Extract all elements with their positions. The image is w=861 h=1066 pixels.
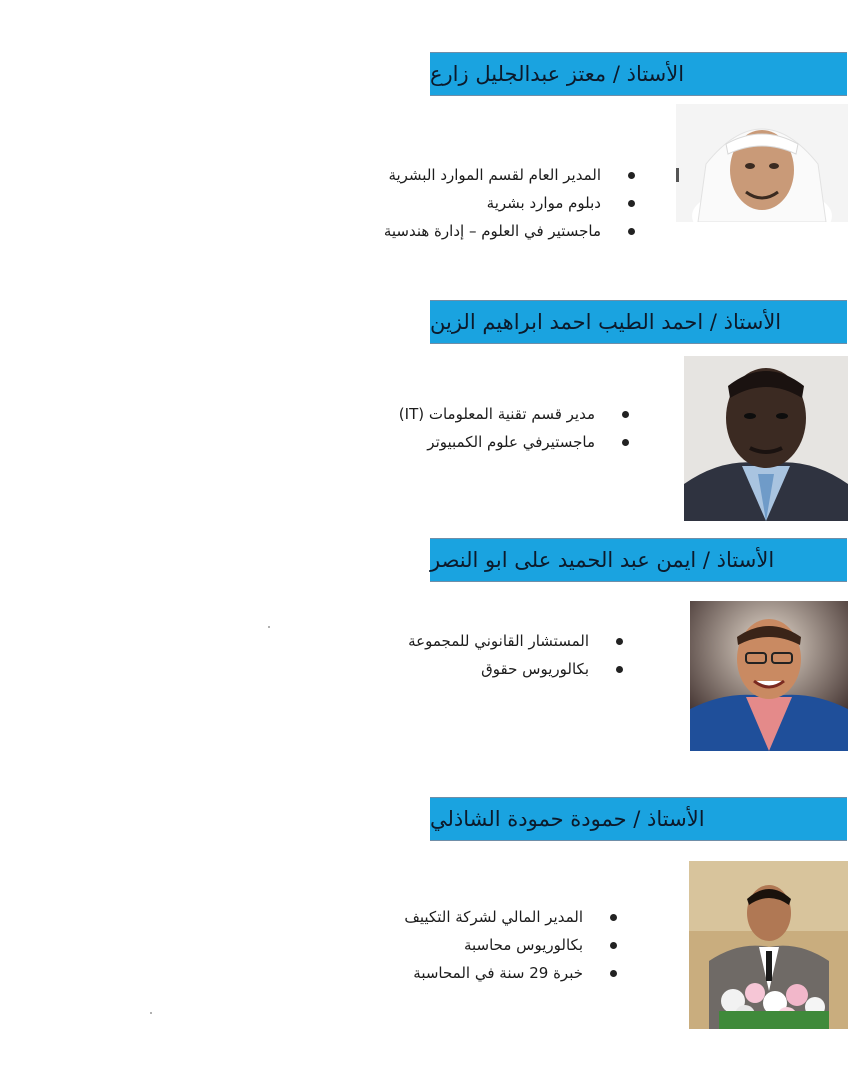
list-item: ماجستيرفي علوم الكمبيوتر: [399, 428, 629, 456]
list-item: خبرة 29 سنة في المحاسبة: [404, 959, 617, 987]
profile-4-points: [404, 903, 617, 987]
profile-1-photo: [676, 104, 848, 222]
bullet-icon: [628, 172, 635, 179]
profile-4-photo: [689, 861, 848, 1029]
profile-1-points: [384, 161, 635, 245]
bullet-icon: [628, 228, 635, 235]
list-item: بكالوريوس محاسبة: [404, 931, 617, 959]
profile-2-points: [399, 400, 629, 456]
list-item: دبلوم موارد بشرية: [384, 189, 635, 217]
profile-4-title: الأستاذ / حمودة حمودة الشاذلي: [430, 807, 705, 831]
profile-4-title-banner: [430, 797, 847, 841]
profile-2-photo: [684, 356, 848, 521]
list-item: مدير قسم تقنية المعلومات (IT): [399, 400, 629, 428]
bullet-icon: [610, 914, 617, 921]
list-item: المدير العام لقسم الموارد البشرية: [384, 161, 635, 189]
list-item: المستشار القانوني للمجموعة: [408, 627, 623, 655]
profile-3-title: الأستاذ / ايمن عبد الحميد على ابو النصر: [430, 548, 775, 572]
bullet-icon: [628, 200, 635, 207]
list-item: بكالوريوس حقوق: [408, 655, 623, 683]
bullet-icon: [622, 411, 629, 418]
scan-speck: [150, 1012, 152, 1014]
bullet-icon: [616, 666, 623, 673]
bullet-icon: [622, 439, 629, 446]
profile-3-title-banner: [430, 538, 847, 582]
list-item: المدير المالي لشركة التكييف: [404, 903, 617, 931]
scan-speck: [268, 626, 270, 628]
bullet-icon: [616, 638, 623, 645]
profile-3-photo: [690, 601, 848, 751]
profile-1-title-banner: [430, 52, 847, 96]
profile-1-title: الأستاذ / معتز عبدالجليل زارع: [430, 62, 685, 86]
bullet-icon: [610, 942, 617, 949]
profile-2-title: الأستاذ / احمد الطيب احمد ابراهيم الزين: [430, 310, 782, 334]
profile-2-title-banner: [430, 300, 847, 344]
bullet-icon: [610, 970, 617, 977]
list-item: ماجستير في العلوم – إدارة هندسية: [384, 217, 635, 245]
profile-3-points: [408, 627, 623, 683]
